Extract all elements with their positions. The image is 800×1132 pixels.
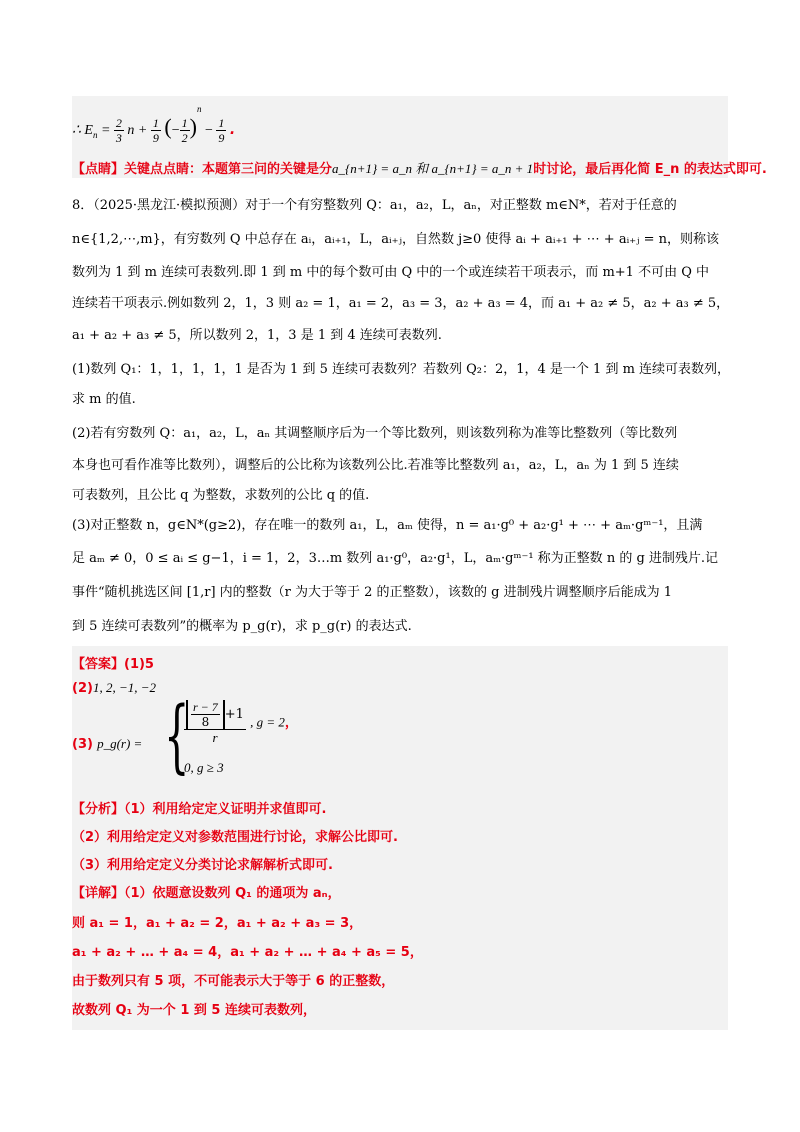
question-2-line-2: 本身也可看作准等比数列），调整后的公比称为该数列公比.若准等比整数列 a₁，a₂，L，aₙ 为 1 到 5 连续 — [72, 458, 679, 473]
question-3-line-1: (3)对正整数 n，g∈N*(g≥2)，存在唯一的数列 a₁，L，aₘ 使得，n = a₁·g⁰ + a₂·g¹ + ⋯ + aₘ·gᵐ⁻¹，且满 — [72, 518, 703, 533]
problem-line-5: a₁ + a₂ + a₃ ≠ 5，所以数列 2，1，3 是 1 到 4 连续可表数列. — [72, 328, 442, 343]
dianjing-line: 【点睛】关键点点睛：本题第三问的关键是分a_{n+1} = a_n 和 a_{n+1} = a_n + 1时讨论，最后再化简 E_n 的表达式即可. — [72, 161, 767, 177]
problem-line-3: 数列为 1 到 m 连续可表数列.即 1 到 m 中的每个数可由 Q 中的一个或连续若干项表示，而 m+1 不可由 Q 中 — [72, 265, 709, 280]
problem-line-4: 连续若干项表示.例如数列 2，1，3 则 a₂ = 1，a₁ = 2，a₃ = 3，a₂ + a₃ = 4，而 a₁ + a₂ ≠ 5，a₂ + a₃ ≠ 5， — [72, 296, 730, 311]
detail-line-1: 【详解】（1）依题意设数列 Q₁ 的通项为 aₙ， — [72, 886, 341, 901]
question-3-line-4: 到 5 连续可表数列”的概率为 p_g(r)，求 p_g(r) 的表达式. — [72, 619, 412, 634]
question-2-line-3: 可表数列，且公比 q 为整数，求数列的公比 q 的值. — [72, 488, 370, 503]
question-3-line-2: 足 aₘ ≠ 0，0 ≤ aᵢ ≤ g−1，i = 1，2，3…m 数列 a₁·g⁰，a₂·g¹，L，aₘ·gᵐ⁻¹ 称为正整数 n 的 g 进制残片.记 — [72, 551, 719, 566]
detail-line-5: 故数列 Q₁ 为一个 1 到 5 连续可表数列， — [72, 1003, 316, 1018]
detail-line-3: a₁ + a₂ + … + a₄ = 4，a₁ + a₂ + … + a₄ + a₅ = 5， — [72, 945, 423, 960]
piecewise-case-1: $\frac{r - 7}{8}$ +1 r , g = 2， — [184, 700, 298, 746]
analysis-line-2: （2）利用给定定义对参数范围进行讨论，求解公比即可. — [72, 830, 398, 845]
answer-line-2: (2)1, 2, −1, −2 — [72, 680, 156, 696]
piecewise-brace: { — [164, 689, 190, 782]
answer-line-1: 【答案】(1)5 — [72, 657, 154, 672]
problem-line-2: n∈{1,2,⋯,m}，有穷数列 Q 中总存在 aᵢ，aᵢ₊₁，L，aᵢ₊ⱼ，自然数 j≥0 使得 aᵢ + aᵢ₊₁ + ⋯ + aᵢ₊ⱼ = n，则称该 — [72, 232, 720, 247]
piecewise-case-2: 0, g ≥ 3 — [184, 760, 224, 775]
question-2-line-1: (2)若有穷数列 Q：a₁，a₂，L，aₙ 其调整顺序后为一个等比数列，则该数列称为准等比整数列（等比数列 — [72, 426, 678, 441]
analysis-line-3: （3）利用给定定义分类讨论求解解析式即可. — [72, 858, 333, 873]
answer-line-3: (3) p_g(r) = — [72, 736, 143, 752]
detail-line-4: 由于数列只有 5 项，不可能表示大于等于 6 的正整数， — [72, 974, 395, 989]
top-formula: ∴ $E_n$ = $\frac{2}{3}$ n + $\frac{1}{9}$ (− $\frac{1}{2}$ )$^n$ − $\frac{1}{9}$ . — [72, 104, 236, 146]
analysis-line-1: 【分析】（1）利用给定定义证明并求值即可. — [72, 802, 327, 817]
problem-line-1: 8．（2025·黑龙江·模拟预测）对于一个有穷整数列 Q：a₁，a₂，L，aₙ，对正整数 m∈N*，若对于任意的 — [72, 198, 677, 213]
question-1-line-1: (1)数列 Q₁：1，1，1，1，1 是否为 1 到 5 连续可表数列？若数列 Q₂：2，1，4 是一个 1 到 m 连续可表数列， — [72, 362, 731, 377]
question-3-line-3: 事件“随机挑选区间 [1,r] 内的整数（r 为大于等于 2 的正整数），该数的 g 进制残片调整顺序后能成为 1 — [72, 585, 673, 600]
detail-line-2: 则 a₁ = 1，a₁ + a₂ = 2，a₁ + a₂ + a₃ = 3， — [72, 916, 363, 931]
question-1-line-2: 求 m 的值. — [72, 392, 136, 407]
